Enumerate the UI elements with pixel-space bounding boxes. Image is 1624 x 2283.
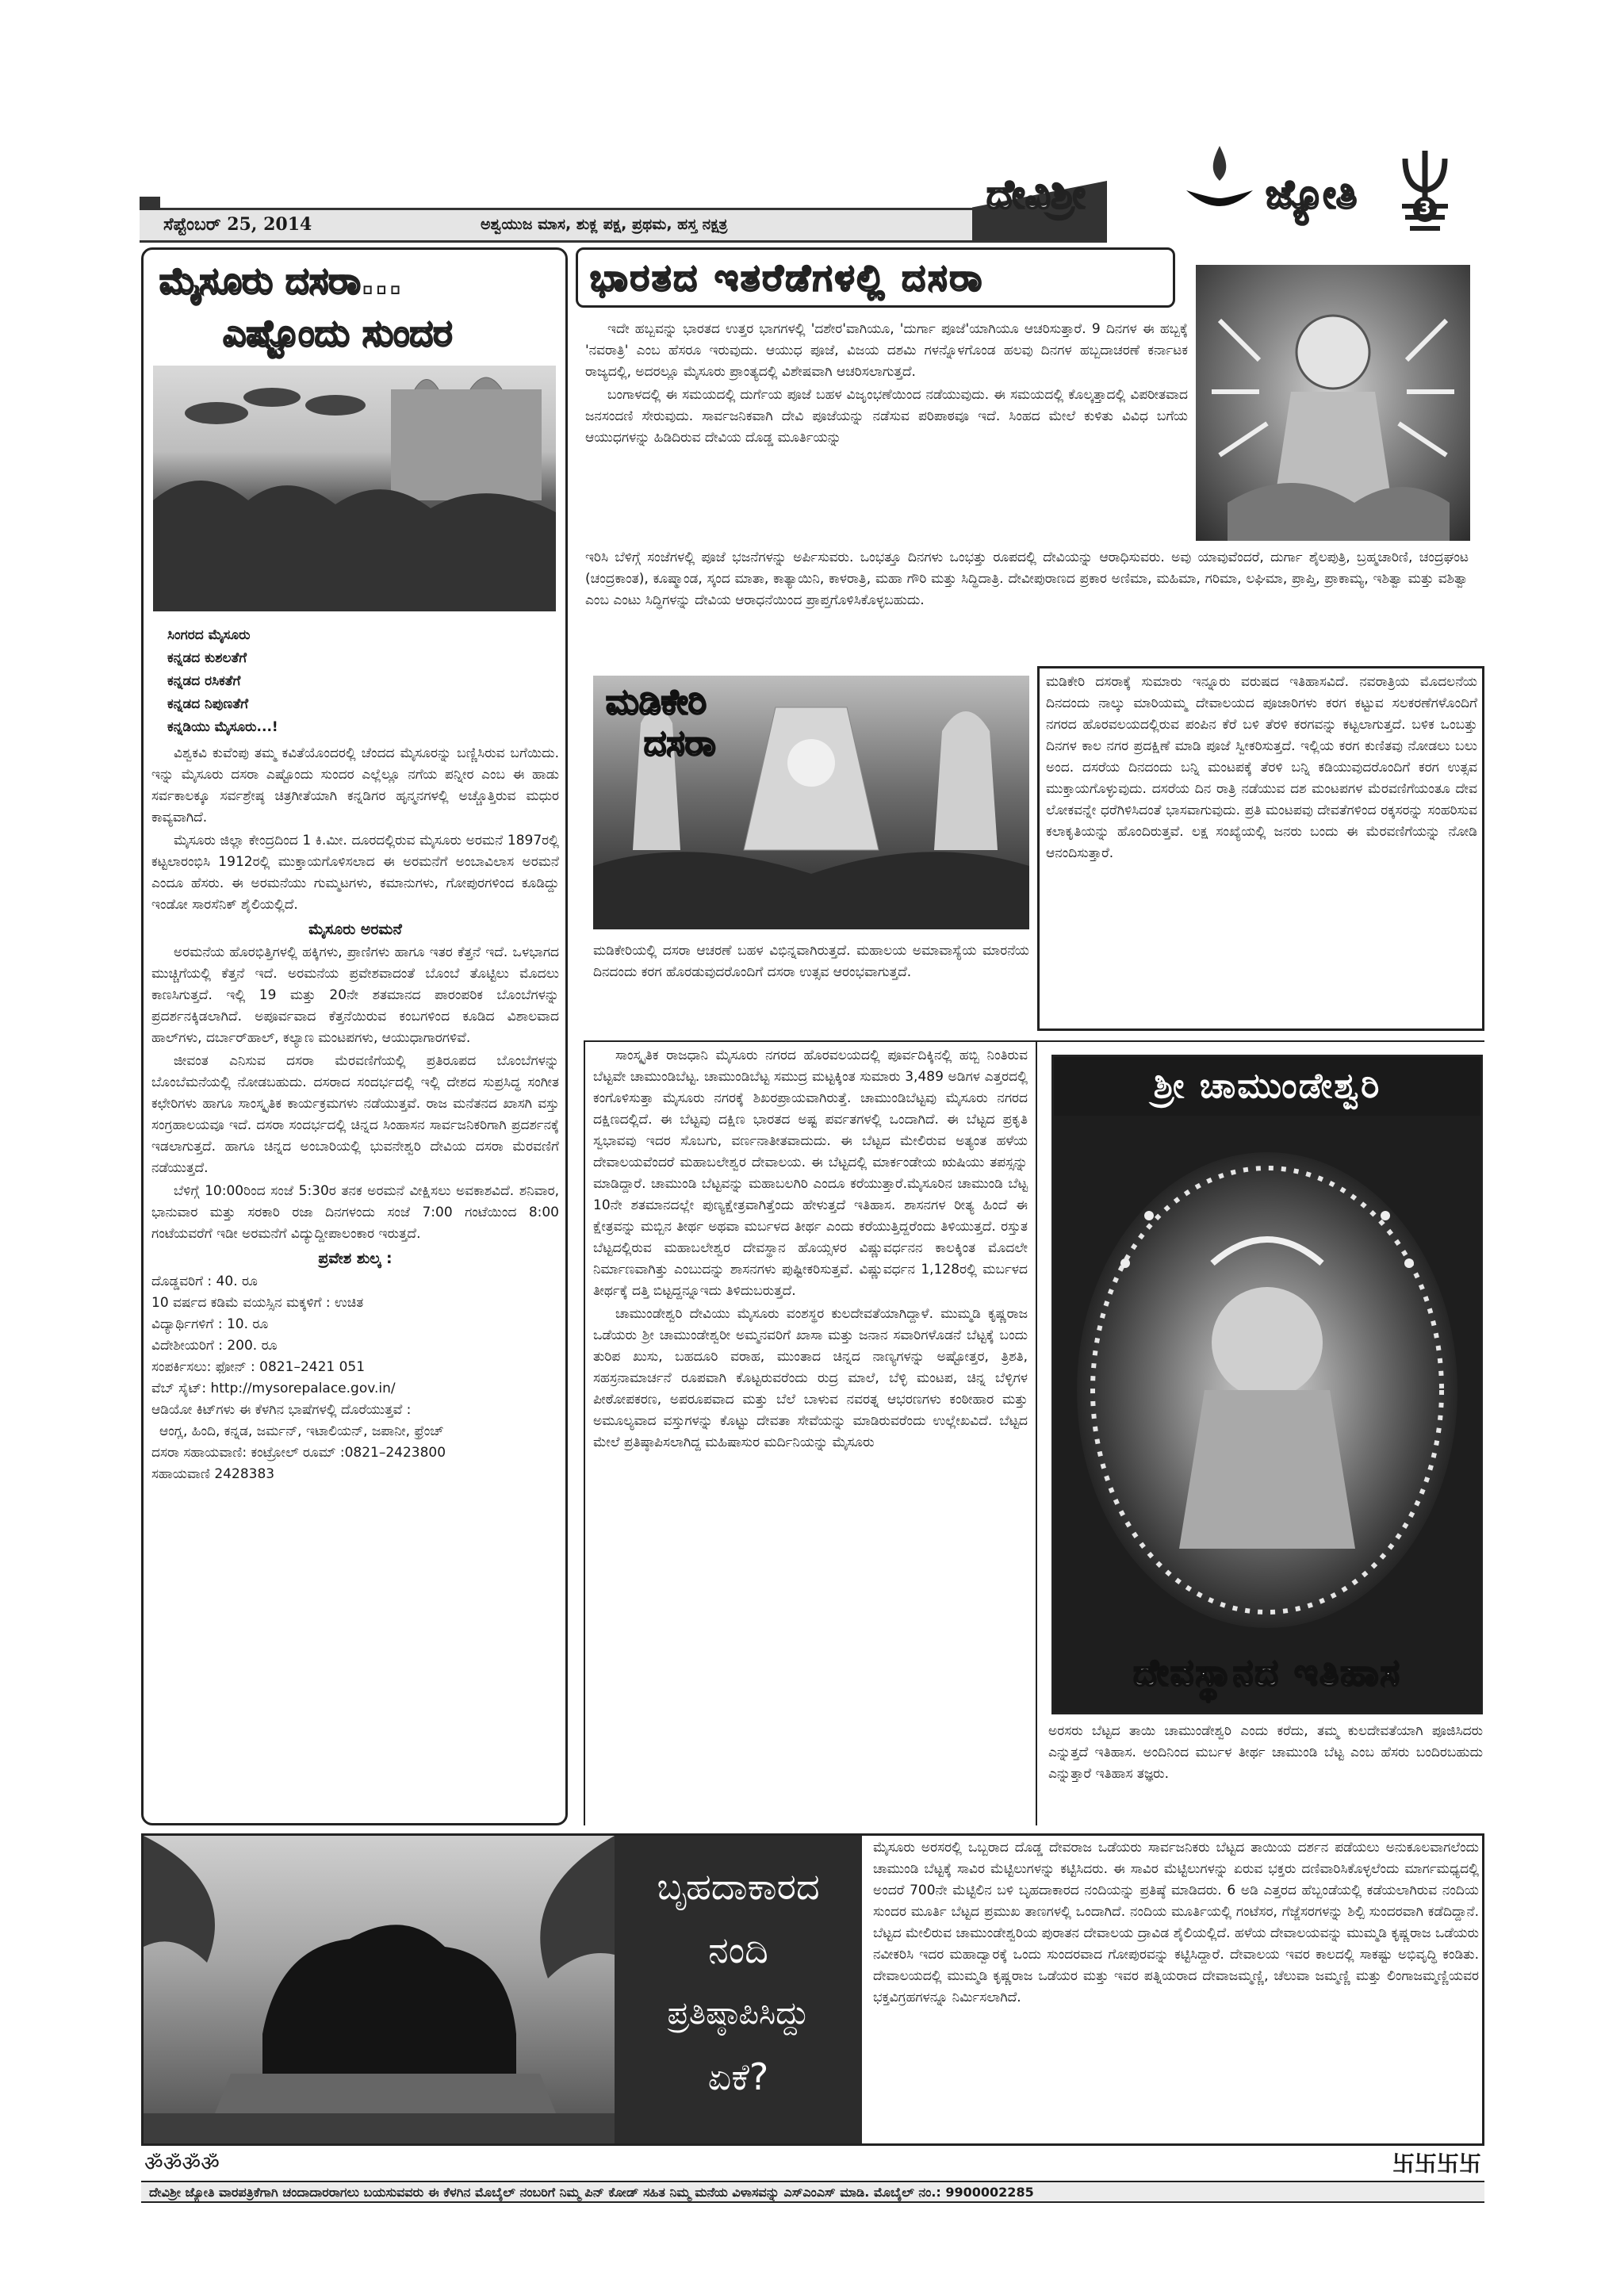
subscription-notice: ದೇವಿಶ್ರೀ ಜ್ಯೋತಿ ವಾರಪತ್ರಿಕೆಗಾಗಿ ಚಂದಾದಾರರಾಗಲು ಬಯಸುವವರು ಈ ಕೆಳಗಿನ ಮೊಬೈಲ್ ನಂಬರಿಗೆ ನಿಮ್ಮ ಪಿನ್ ಕೋಡ್ ಸಹಿತ ನಿಮ್ಮ ಮನೆಯ ವಿಳಾಸವನ್ನು ಎಸ್‌ಎಂಎಸ್ ಮಾಡಿ. ಮೊಬೈಲ್ ನಂ.: 9900002285 [149,2185,1034,2200]
nandi-title-line: ಪ್ರತಿಷ್ಠಾಪಿಸಿದ್ದು [667,1995,810,2032]
paragraph: ಜೀವಂತ ಎನಿಸುವ ದಸರಾ ಮೆರವಣಿಗೆಯಲ್ಲಿ ಪ್ರತಿರೂಪದ ಬೊಂಬೆಗಳನ್ನು ಬೊಂಬೆಮನೆಯಲ್ಲಿ ನೋಡಬಹುದು. ದಸರಾದ ಸಂದರ್ಭದಲ್ಲಿ ಇಲ್ಲಿ ದೇಶದ ಸುಪ್ರಸಿದ್ಧ ಸಂಗೀತ ಕಛೇರಿಗಳು ಹಾಗೂ ಸಾಂಸ್ಕೃತಿಕ ಕಾರ್ಯಕ್ರಮಗಳು ನಡೆಯುತ್ತವೆ. ರಾಜ ಮನೆತನದ ಖಾಸಗಿ ವಸ್ತು ಸಂಗ್ರಹಾಲಯವೂ ಇದೆ. ದಸರಾ ಸಂದರ್ಭದಲ್ಲಿ ಚಿನ್ನದ ಸಿಂಹಾಸನ ಸಾರ್ವಜನಿಕರಿಗಾಗಿ ಪ್ರದರ್ಶನಕ್ಕೆ ಇಡಲಾಗುತ್ತದೆ. ಹಾಗೂ ಚಿನ್ನದ ಅಂಬಾರಿಯಲ್ಲಿ ಭುವನೇಶ್ವರಿ ದೇವಿಯ ದಸರಾ ಮೆರವಣಿಗೆ ನಡೆಯುತ್ತದೆ. [151,1053,559,1176]
paragraph: ಅರಮನೆಯ ಹೊರಭಿತ್ತಿಗಳಲ್ಲಿ ಹಕ್ಕಿಗಳು, ಪ್ರಾಣಿಗಳು ಹಾಗೂ ಇತರ ಕೆತ್ತನೆ ಇದೆ. ಒಳಭಾಗದ ಮುಚ್ಚಿಗೆಯಲ್ಲಿ ಕೆತ್ತನೆ ಇದೆ. ಅರಮನೆಯ ಪ್ರವೇಶವಾದಂತೆ ಬೊಂಬೆ ತೊಟ್ಟಿಲು ಮೊದಲು ಕಾಣಸಿಗುತ್ತದೆ. ಇಲ್ಲಿ 19 ಮತ್ತು 20ನೇ ಶತಮಾನದ ಪಾರಂಪರಿಕ ಬೊಂಬೆಗಳನ್ನು ಪ್ರದರ್ಶನಕ್ಕಿಡಲಾಗಿದೆ. ಅಪೂರ್ವವಾದ ಕೆತ್ತನೆಯಿರುವ ಕಂಬಗಳಿಂದ ಕೂಡಿದ ವಿಶಾಲವಾದ ಹಾಲ್‌ಗಳು, ದರ್ಬಾರ್‌ಹಾಲ್, ಕಲ್ಯಾಣ ಮಂಟಪಗಳು, ಆಯುಧಾಗಾರಗಳಿವೆ. [151,944,559,1046]
chamundi-caption: ಅರಸರು ಬೆಟ್ಟದ ತಾಯಿ ಚಾಮುಂಡೇಶ್ವರಿ ಎಂದು ಕರೆದು, ತಮ್ಮ ಕುಲದೇವತೆಯಾಗಿ ಪೂಜಿಸಿದರು ಎನ್ನುತ್ತದೆ ಇತಿಹಾಸ. ಅಂದಿನಿಂದ ಮರ್ಬಳ ತೀರ್ಥ ಚಾಮುಂಡಿ ಬೆಟ್ಟ ಎಂಬ ಹೆಸರು ಬಂದಿರಬಹುದು ಎನ್ನುತ್ತಾರೆ ಇತಿಹಾಸ ತಜ್ಞರು. [1048,1723,1483,1782]
column-divider [1036,1040,1037,1825]
madikeri-body-box [1037,666,1484,1031]
bharatha-body-top [585,319,1188,450]
durga-idol-photo [1196,265,1470,541]
fee-line: ಆಡಿಯೋ ಕಿಟ್‌ಗಳು ಈ ಕೆಳಗಿನ ಭಾಷೆಗಳಲ್ಲಿ ದೊರೆಯುತ್ತವೆ : [151,1402,412,1418]
poem-line: ಕನ್ನಡದ ರಸಿಕತೆಗೆ [167,673,241,689]
chamundeshwari-photo-frame [1051,1055,1483,1714]
paragraph: ಬಂಗಾಳದಲ್ಲಿ ಈ ಸಮಯದಲ್ಲಿ ದುರ್ಗೆಯ ಪೂಜೆ ಬಹಳ ವಿಜೃಂಭಣೆಯಿಂದ ನಡೆಯುವುದು. ಈ ಸಮಯದಲ್ಲಿ ಕೊಲ್ಕತ್ತಾದಲ್ಲಿ ವಿಪರೀತವಾದ ಜನಸಂದಣಿ ಸೇರುವುದು. ಸಾರ್ವಜನಿಕವಾಗಿ ದೇವಿ ಪೂಜೆಯನ್ನು ನಡೆಸುವ ಪರಿಪಾಠವೂ ಇದೆ. ಸಿಂಹದ ಮೇಲೆ ಕುಳಿತು ವಿವಿಧ ಬಗೆಯ ಆಯುಧಗಳನ್ನು ಹಿಡಿದಿರುವ ದೇವಿಯ ದೊಡ್ಡ ಮೂರ್ತಿಯನ್ನು [585,387,1188,446]
om-ornament: ॐॐॐॐ [144,2152,220,2176]
paragraph: ಬೆಳಿಗ್ಗೆ 10:00ರಿಂದ ಸಂಜೆ 5:30ರ ತನಕ ಅರಮನೆ ವೀಕ್ಷಿಸಲು ಅವಕಾಶವಿದೆ. ಶನಿವಾರ, ಭಾನುವಾರ ಮತ್ತು ಸರಕಾರಿ ರಜಾ ದಿನಗಳಂದು ಸಂಜೆ 7:00 ಗಂಟೆಯಿಂದ 8:00 ಗಂಟೆಯವರೆಗೆ ಇಡೀ ಅರಮನೆಗೆ ವಿದ್ಯುದ್ದೀಪಾಲಂಕಾರ ಇರುತ್ತದೆ. [151,1183,559,1242]
website-link[interactable]: ವೆಬ್ ಸೈಟ್: http://mysorepalace.gov.in/ [151,1381,396,1396]
fee-line: ವಿದೇಶೀಯರಿಗೆ : 200. ರೂ [151,1338,278,1354]
subhead-entry-fee: ಪ್ರವೇಶ ಶುಲ್ಕ : [318,1250,393,1267]
row-divider [584,1040,1484,1042]
subhead-mysore-palace: ಮೈಸೂರು ಅರಮನೆ [308,921,402,938]
helpline: ದಸರಾ ಸಹಾಯವಾಣಿ: ಕಂಟ್ರೋಲ್ ರೂಮ್ :0821–2423800 [151,1445,446,1461]
fee-line: 10 ವರ್ಷದ ಕಡಿಮೆ ವಯಸ್ಸಿನ ಮಕ್ಕಳಿಗೆ : ಉಚಿತ [151,1295,364,1311]
mysore-poem [167,624,548,739]
lunar-info: ಅಶ್ವಯುಜ ಮಾಸ, ಶುಕ್ಲ ಪಕ್ಷ, ಪ್ರಥಮ, ಹಸ್ತ ನಕ್ಷತ್ರ [481,216,728,233]
chamundi-title-top: ಶ್ರೀ ಚಾಮುಂಡೇಶ್ವರಿ [1054,1057,1480,1116]
bharatha-body-bottom [585,547,1469,613]
poem-line: ಕನ್ನಡಿಯು ಮೈಸೂರು...! [167,719,278,735]
paragraph: ಚಾಮುಂಡೇಶ್ವರಿ ದೇವಿಯು ಮೈಸೂರು ವಂಶಸ್ಥರ ಕುಲದೇವತೆಯಾಗಿದ್ದಾಳೆ. ಮುಮ್ಮಡಿ ಕೃಷ್ಣರಾಜ ಒಡೆಯರು ಶ್ರೀ ಚಾಮುಂಡೇಶ್ವರೀ ಅಮ್ಮನವರಿಗೆ ಖಾಸಾ ಮತ್ತು ಜನಾನ ಸವಾರಿಗಳೊಡನೆ ಬೆಟ್ಟಕ್ಕೆ ಬಂದು ತುರಿಪ ಖುಸು, ಬಹದೂರಿ ವರಾಹ, ಮುಂತಾದ ಚಿನ್ನದ ನಾಣ್ಯಗಳನ್ನು ಅಷ್ಟೋತ್ತರ, ತ್ರಿಶತಿ, ಸಹಸ್ರನಾಮಾರ್ಚನೆ ರೂಪವಾಗಿ ಕೊಟ್ಟರುವರೆಂದು ರುದ್ರ ಮಾಲೆ, ಬೆಳ್ಳಿ ಮಂಟಪ, ಚಿನ್ನ ಬೆಳ್ಳಿಗಳ ಪೀಠೋಪಕರಣ, ಅಪರೂಪವಾದ ಮತ್ತು ಬೆಲೆ ಬಾಳುವ ನವರತ್ನ ಆಭರಣಗಳು ಕಂಠೀಹಾರ ಮತ್ತು ಅಮೂಲ್ಯವಾದ ವಸ್ತುಗಳನ್ನು ಕೊಟ್ಟು ದೇವತಾ ಸೇವೆಯನ್ನು ಮಾಡಿರುವರೆಂದು ಉಲ್ಲೇಖವಿದೆ. ಬೆಟ್ಟದ ಮೇಲೆ ಪ್ರತಿಷ್ಠಾಪಿಸಲಾಗಿದ್ದ ಮಹಿಷಾಸುರ ಮರ್ದಿನಿಯನ್ನು ಮೈಸೂರು [593,1306,1028,1450]
paragraph: ಮೈಸೂರು ಜಿಲ್ಲಾ ಕೇಂದ್ರದಿಂದ 1 ಕಿ.ಮೀ. ದೂರದಲ್ಲಿರುವ ಮೈಸೂರು ಅರಮನೆ 1897ರಲ್ಲಿ ಕಟ್ಟಲಾರಂಭಿಸಿ 1912ರಲ್ಲಿ ಮುಕ್ತಾಯಗೊಳಿಸಲಾದ ಈ ಅರಮನೆಗೆ ಅಂಬಾವಿಲಾಸ ಅರಮನೆ ಎಂದೂ ಹೆಸರು. ಈ ಅರಮನೆಯು ಗುಮ್ಮಟಗಳು, ಕಮಾನುಗಳು, ಗೋಪುರಗಳಿಂದ ಕೂಡಿದ್ದು ಇಂಡೋ ಸಾರಸೆನಿಕ್ ಶೈಲಿಯಲ್ಲಿದೆ. [151,833,559,913]
fee-line: ದೊಡ್ಡವರಿಗೆ : 40. ರೂ [151,1274,258,1289]
footer-ornament-bar [141,2151,1484,2178]
poem-line: ಕನ್ನಡದ ನಿಪುಣತೆಗೆ [167,696,249,712]
mysore-dasara-box [141,247,568,1825]
mysore-palace-procession-photo [153,366,556,611]
swastika-ornament: 卐卐卐卐 [1392,2151,1481,2177]
nandi-statue-photo [144,1836,615,2143]
paper-name-left: ದೇವಿಶ್ರೀ [986,171,1086,217]
paper-name-right: ಜ್ಯೋತಿ [1266,171,1358,217]
trident-icon [1397,149,1453,236]
subscription-notice-bar [141,2181,1484,2203]
chamundi-title-bottom: ದೇವಸ್ಥಾನದ ಇತಿಹಾಸ [1133,1651,1401,1694]
mysore-title-line1: ಮೈಸೂರು ದಸರಾ... [159,259,403,302]
issue-date: ಸೆಪ್ಟೆಂಬರ್ 25, 2014 [163,214,312,235]
nandi-section [141,1833,1484,2146]
column-divider [584,1040,585,1825]
madikeri-title-line1: ಮಡಿಕೇರಿ [606,682,707,722]
paragraph: ವಿಶ್ವಕವಿ ಕುವೆಂಪು ತಮ್ಮ ಕವಿತೆಯೊಂದರಲ್ಲಿ ಚೆಂದದ ಮೈಸೂರನ್ನು ಬಣ್ಣಿಸಿರುವ ಬಗೆಯಿದು. ಇನ್ನು ಮೈಸೂರು ದಸರಾ ಎಷ್ಟೊಂದು ಸುಂದರ ಎಲ್ಲೆಲ್ಲೂ ನಗೆಯ ಪನ್ನೀರ ಎಂಬ ಈ ಹಾಡು ಸರ್ವಕಾಲಕ್ಕೂ ಸರ್ವಶ್ರೇಷ್ಠ ಚಿತ್ರಗೀತೆಯಾಗಿ ಕನ್ನಡಿಗರ ಹೃನ್ಮನಗಳಲ್ಲಿ ಅಚ್ಚೊತ್ತಿರುವ ಮಧುರ ಕಾವ್ಯವಾಗಿದೆ. [151,745,559,825]
bharatha-title: ಭಾರತದ ಇತರೆಡೆಗಳಲ್ಲಿ ದಸರಾ [590,256,985,299]
fee-list [151,1271,559,1485]
madikeri-procession-photo [593,676,1029,929]
paragraph: ಇದೇ ಹಬ್ಬವನ್ನು ಭಾರತದ ಉತ್ತರ ಭಾಗಗಳಲ್ಲಿ 'ದಶೇರ'ವಾಗಿಯೂ, 'ದುರ್ಗಾ ಪೂಜೆ'ಯಾಗಿಯೂ ಆಚರಿಸುತ್ತಾರೆ. 9 ದಿನಗಳ ಈ ಹಬ್ಬಕ್ಕೆ 'ನವರಾತ್ರಿ' ಎಂಬ ಹೆಸರೂ ಇರುವುದು. ಆಯುಧ ಪೂಜೆ, ವಿಜಯ ದಶಮಿ ಗಳನ್ನೊಳಗೊಂಡ ಹಲವು ದಿನಗಳ ಹಬ್ಬದಾಚರಣೆ ಕರ್ನಾಟಕ ರಾಜ್ಯದಲ್ಲಿ, ಅದರಲ್ಲೂ ಮೈಸೂರು ಪ್ರಾಂತ್ಯದಲ್ಲಿ ವಿಶೇಷವಾಗಿ ಆಚರಿಸಲಾಗುತ್ತದೆ. [585,321,1188,380]
masthead [140,140,1488,243]
fee-line: ಆಂಗ್ಲ, ಹಿಂದಿ, ಕನ್ನಡ, ಜರ್ಮನ್, ಇಟಾಲಿಯನ್, ಜಪಾನೀ, ಫ್ರೆಂಚ್ [159,1423,444,1439]
paragraph: ಸಾಂಸ್ಕೃತಿಕ ರಾಜಧಾನಿ ಮೈಸೂರು ನಗರದ ಹೊರವಲಯದಲ್ಲಿ ಪೂರ್ವದಿಕ್ಕಿನಲ್ಲಿ ಹಬ್ಬಿ ನಿಂತಿರುವ ಬೆಟ್ಟವೇ ಚಾಮುಂಡಿಬೆಟ್ಟ. ಚಾಮುಂಡಿಬೆಟ್ಟ ಸಮುದ್ರ ಮಟ್ಟಕ್ಕಿಂತ ಸುಮಾರು 3,489 ಅಡಿಗಳ ಎತ್ತರದಲ್ಲಿ ಕಂಗೊಳಿಸುತ್ತಾ ಮೈಸೂರು ನಗರಕ್ಕೆ ಶಿಖರಪ್ರಾಯವಾಗಿರುತ್ತೆ. ಚಾಮುಂಡಿಬೆಟ್ಟವು ಮೈಸೂರು ನಗರದ ದಕ್ಷಿಣದಲ್ಲಿದೆ. ಈ ಬೆಟ್ಟವು ದಕ್ಷಿಣ ಭಾರತದ ಅಷ್ಟ ಪರ್ವತಗಳಲ್ಲಿ ಒಂದಾಗಿದೆ. ಈ ಬೆಟ್ಟದ ಪ್ರಕೃತಿ ಸ್ವಭಾವವು ಇದರ ಸೊಬಗು, ವರ್ಣನಾತೀತವಾದುದು. ಈ ಬೆಟ್ಟದ ಮೇಲಿರುವ ಅತ್ಯಂತ ಹಳೆಯ ದೇವಾಲಯವೆಂದರೆ ಮಹಾಬಲೇಶ್ವರ ದೇವಾಲಯ. ಈ ಬೆಟ್ಟದಲ್ಲಿ ಮಾರ್ಕಂಡೇಯ ಋಷಿಯು ತಪಸ್ಸನ್ನು ಮಾಡಿದ್ದಾರೆ. ಚಾಮುಂಡಿ ಬೆಟ್ಟವನ್ನು ಮಹಾಬಲಗಿರಿ ಎಂದೂ ಕರೆಯುತ್ತಾರೆ.ಮೈಸೂರಿನ ಚಾಮುಂಡಿ ಬೆಟ್ಟ 10ನೇ ಶತಮಾನದಲ್ಲೇ ಪುಣ್ಯಕ್ಷೇತ್ರವಾಗಿತ್ತೆಂದು ಹೇಳುತ್ತದೆ ಇತಿಹಾಸ. ಶಾಸನಗಳ ರೀತ್ಯ ಹಿಂದೆ ಈ ಕ್ಷೇತ್ರವನ್ನು ಮಬ್ಬಿನ ತೀರ್ಥ ಅಥವಾ ಮರ್ಬಳದ ತೀರ್ಥ ಎಂದು ಕರೆಯುತ್ತಿದ್ದರೆಂದು ತಿಳಿಯುತ್ತದೆ. ರಸ್ತುತ ಬೆಟ್ಟದಲ್ಲಿರುವ ಮಹಾಬಲೇಶ್ವರ ದೇವಸ್ಥಾನ ಹೊಯ್ಸಳರ ವಿಷ್ಣುವರ್ಧನನ ಕಾಲಕ್ಕಿಂತ ಮೊದಲೇ ನಿರ್ಮಾಣವಾಗಿತ್ತು ಎಂಬುದನ್ನು ಶಾಸನಗಳು ಪುಷ್ಟೀಕರಿಸುತ್ತವೆ. ವಿಷ್ಣುವರ್ಧನ 1,128ರಲ್ಲಿ ಮರ್ಬಳದ ತೀರ್ಥಕ್ಕೆ ದತ್ತಿ ಬಿಟ್ಟದ್ದನ್ನೂಇದು ತಿಳಿದುಬರುತ್ತದೆ. [593,1048,1028,1299]
fee-line: ವಿದ್ಯಾರ್ಥಿಗಳಿಗೆ : 10. ರೂ [151,1316,269,1332]
mysore-article-body [151,743,559,1485]
paragraph: ಇರಿಸಿ ಬೆಳಿಗ್ಗೆ ಸಂಜೆಗಳಲ್ಲಿ ಪೂಜೆ ಭಜನೆಗಳನ್ನು ಅರ್ಪಿಸುವರು. ಒಂಭತ್ತೂ ದಿನಗಳು ಒಂಭತ್ತು ರೂಪದಲ್ಲಿ ದೇವಿಯನ್ನು ಆರಾಧಿಸುವರು. ಅವು ಯಾವುವೆಂದರೆ, ದುರ್ಗಾ ಶೈಲಪುತ್ರಿ, ಬ್ರಹ್ಮಚಾರಿಣಿ, ಚಂದ್ರಘಂಟ (ಚಂದ್ರಕಾಂತ), ಕೂಷ್ಮಾಂಡ, ಸ್ಕಂದ ಮಾತಾ, ಕಾತ್ಯಾಯಿನಿ, ಕಾಳರಾತ್ರಿ, ಮಹಾ ಗೌರಿ ಮತ್ತು ಸಿದ್ಧಿದಾತ್ರಿ. ದೇವೀಪುರಾಣದ ಪ್ರಕಾರ ಅಣಿಮಾ, ಮಹಿಮಾ, ಗರಿಮಾ, ಲಘಿಮಾ, ಪ್ರಾಪ್ತಿ, ಪ್ರಾಕಾಮ್ಯ, ಇಶಿತ್ವಾ ಮತ್ತು ವಶಿತ್ವಾ ಎಂಬ ಎಂಟು ಸಿದ್ಧಿಗಳನ್ನು ದೇವಿಯ ಆರಾಧನೆಯಿಂದ ಪ್ರಾಪ್ತಗೊಳಿಸಿಕೊಳ್ಳಬಹುದು. [585,550,1469,608]
chamundi-article-body [593,1045,1028,1455]
bharatha-section [573,247,1484,660]
mysore-title-line2: ಎಷ್ಟೊಂದು ಸುಂದರ [223,312,453,354]
nandi-title-line: ಏಕೆ? [707,2055,769,2098]
page-number: 3 [1413,197,1437,222]
contact-phone: ಸಂಪರ್ಕಿಸಲು: ಫೋನ್ : 0821–2421 051 [151,1359,366,1375]
poem-line: ಕನ್ನಡದ ಕುಶಲತೆಗೆ [167,650,247,666]
madikeri-body: ಮಡಿಕೇರಿ ದಸರಾಕ್ಕೆ ಸುಮಾರು ಇನ್ನೂರು ವರುಷದ ಇತಿಹಾಸವಿದೆ. ನವರಾತ್ರಿಯ ಮೊದಲನೆಯ ದಿನದಂದು ನಾಲ್ಕು ಮಾರಿಯಮ್ಮ ದೇವಾಲಯದ ಪೂಜಾರಿಗಳು ಕರಗ ಕಟ್ಟುವ ಸಲಕರಣೆಗಳೊಂದಿಗೆ ನಗರದ ಹೊರವಲಯದಲ್ಲಿರುವ ಪಂಪಿನ ಕೆರೆ ಬಳಿ ತೆರಳಿ ಕರಗವನ್ನು ಕಟ್ಟಲಾಗುತ್ತದೆ. ಬಳಿಕ ಒಂಬತ್ತು ದಿನಗಳ ಕಾಲ ನಗರ ಪ್ರದಕ್ಷಿಣೆ ಮಾಡಿ ಪೂಜೆ ಸ್ವೀಕರಿಸುತ್ತದೆ. ಇಲ್ಲಿಯ ಕರಗ ಕುಣಿತವು ನೋಡಲು ಬಲು ಅಂದ. ದಸರೆಯ ದಿನದಂದು ಬನ್ನಿ ಮಂಟಪಕ್ಕೆ ತೆರಳಿ ಬನ್ನಿ ಕಡಿಯುವುದರೊಂದಿಗೆ ಕರಗ ಉತ್ಸವ ಮುಕ್ತಾಯಗೊಳ್ಳುವುದು. ದಸರೆಯ ದಿನ ರಾತ್ರಿ ನಡೆಯುವ ದಶ ಮಂಟಪಗಳ ಮೆರವಣಿಗೆಯಂತೂ ದೇವ ಲೋಕವನ್ನೇ ಧರೆಗಿಳಿಸಿದಂತೆ ಭಾಸವಾಗುವುದು. ಪ್ರತಿ ಮಂಟಪವು ದೇವತೆಗಳಿಂದ ರಕ್ಕಸರನ್ನು ಸಂಹರಿಸುವ ಕಲಾಕೃತಿಯನ್ನು ಹೊಂದಿರುತ್ತವೆ. ಲಕ್ಷ ಸಂಖ್ಯೆಯಲ್ಲಿ ಜನರು ಬಂದು ಈ ಮೆರವಣಿಗೆಯನ್ನು ನೋಡಿ ಆನಂದಿಸುತ್ತಾರೆ. [1046,674,1477,861]
nandi-title-panel [615,1836,862,2143]
nandi-title-line: ನಂದಿ [708,1929,768,1971]
nandi-title-line: ಬೃಹದಾಕಾರದ [657,1865,820,1908]
nandi-body: ಮೈಸೂರು ಅರಸರಲ್ಲಿ ಒಬ್ಬರಾದ ದೊಡ್ಡ ದೇವರಾಜ ಒಡೆಯರು ಸಾರ್ವಜನಿಕರು ಬೆಟ್ಟದ ತಾಯಿಯ ದರ್ಶನ ಪಡೆಯಲು ಅನುಕೂಲವಾಗಲೆಂದು ಚಾಮುಂಡಿ ಬೆಟ್ಟಕ್ಕೆ ಸಾವಿರ ಮೆಟ್ಟಿಲುಗಳನ್ನು ಕಟ್ಟಿಸಿದರು. ಈ ಸಾವಿರ ಮೆಟ್ಟಿಲುಗಳನ್ನು ಏರುವ ಭಕ್ತರು ದಣಿವಾರಿಸಿಕೊಳ್ಳಲೆಂದು ಮಾರ್ಗಮಧ್ಯದಲ್ಲಿ ಅಂದರೆ 700ನೇ ಮೆಟ್ಟಿಲಿನ ಬಳಿ ಬೃಹದಾಕಾರದ ನಂದಿಯನ್ನು ಪ್ರತಿಷ್ಠೆ ಮಾಡಿದರು. 6 ಅಡಿ ಎತ್ತರದ ಹೆಬ್ಬಂಡೆಯಲ್ಲಿ ಕಡೆಯಲಾಗಿರುವ ನಂದಿಯ ಸುಂದರ ಮೂರ್ತಿ ಬೆಟ್ಟದ ಪ್ರಮುಖ ತಾಣಗಳಲ್ಲಿ ಒಂದಾಗಿದೆ. ನಂದಿಯ ಮೂರ್ತಿಯಲ್ಲಿ ಗಂಟೆಸರ, ಗೆಜ್ಜೆಸರಗಳನ್ನು ಶಿಲ್ಪಿ ಸುಂದರವಾಗಿ ಕಡೆದಿದ್ದಾನೆ. ಬೆಟ್ಟದ ಮೇಲಿರುವ ಚಾಮುಂಡೇಶ್ವರಿಯ ಪುರಾತನ ದೇವಾಲಯ ದ್ರಾವಿಡ ಶೈಲಿಯಲ್ಲಿದೆ. ಹಳೆಯ ದೇವಾಲಯವನ್ನು ಮುಮ್ಮಡಿ ಕೃಷ್ಣರಾಜ ಒಡೆಯರು ನವೀಕರಿಸಿ ಇದರ ಮಹಾದ್ವಾರಕ್ಕೆ ಒಂದು ಸುಂದರವಾದ ಗೋಪುರವನ್ನು ಕಟ್ಟಿಸಿದ್ದಾರೆ. ದೇವಾಲಯ ಇವರ ಕಾಲದಲ್ಲಿ ಸಾಕಷ್ಟು ಅಭಿವೃದ್ಧಿ ಕಂಡಿತು. ದೇವಾಲಯದಲ್ಲಿ ಮುಮ್ಮಡಿ ಕೃಷ್ಣರಾಜ ಒಡೆಯರ ಮತ್ತು ಇವರ ಪತ್ನಿಯರಾದ ದೇವಾಜಮ್ಮಣ್ಣಿ, ಚೆಲುವಾ ಜಮ್ಮಣ್ಣಿ ಮತ್ತು ಲಿಂಗಾಜಮ್ಮಣ್ಣಿಯವರ ಭಕ್ತವಿಗ್ರಹಗಳನ್ನೂ ನಿರ್ಮಿಸಲಾಗಿದೆ. [873,1840,1479,2005]
madikeri-photo-caption: ಮಡಿಕೇರಿಯಲ್ಲಿ ದಸರಾ ಆಚರಣೆ ಬಹಳ ವಿಭಿನ್ನವಾಗಿರುತ್ತದೆ. ಮಹಾಲಯ ಅಮಾವಾಸ್ಯೆಯ ಮಾರನೆಯ ದಿನದಂದು ಕರಗ ಹೊರಡುವುದರೊಂದಿಗೆ ದಸರಾ ಉತ್ಸವ ಆರಂಭವಾಗುತ್ತದೆ. [593,943,1029,980]
lamp-icon [1180,140,1259,227]
helpline: ಸಹಾಯವಾಣಿ 2428383 [151,1466,275,1482]
poem-line: ಸಿಂಗರದ ಮೈಸೂರು [167,627,251,643]
madikeri-title-line2: ದಸರಾ [644,723,716,764]
